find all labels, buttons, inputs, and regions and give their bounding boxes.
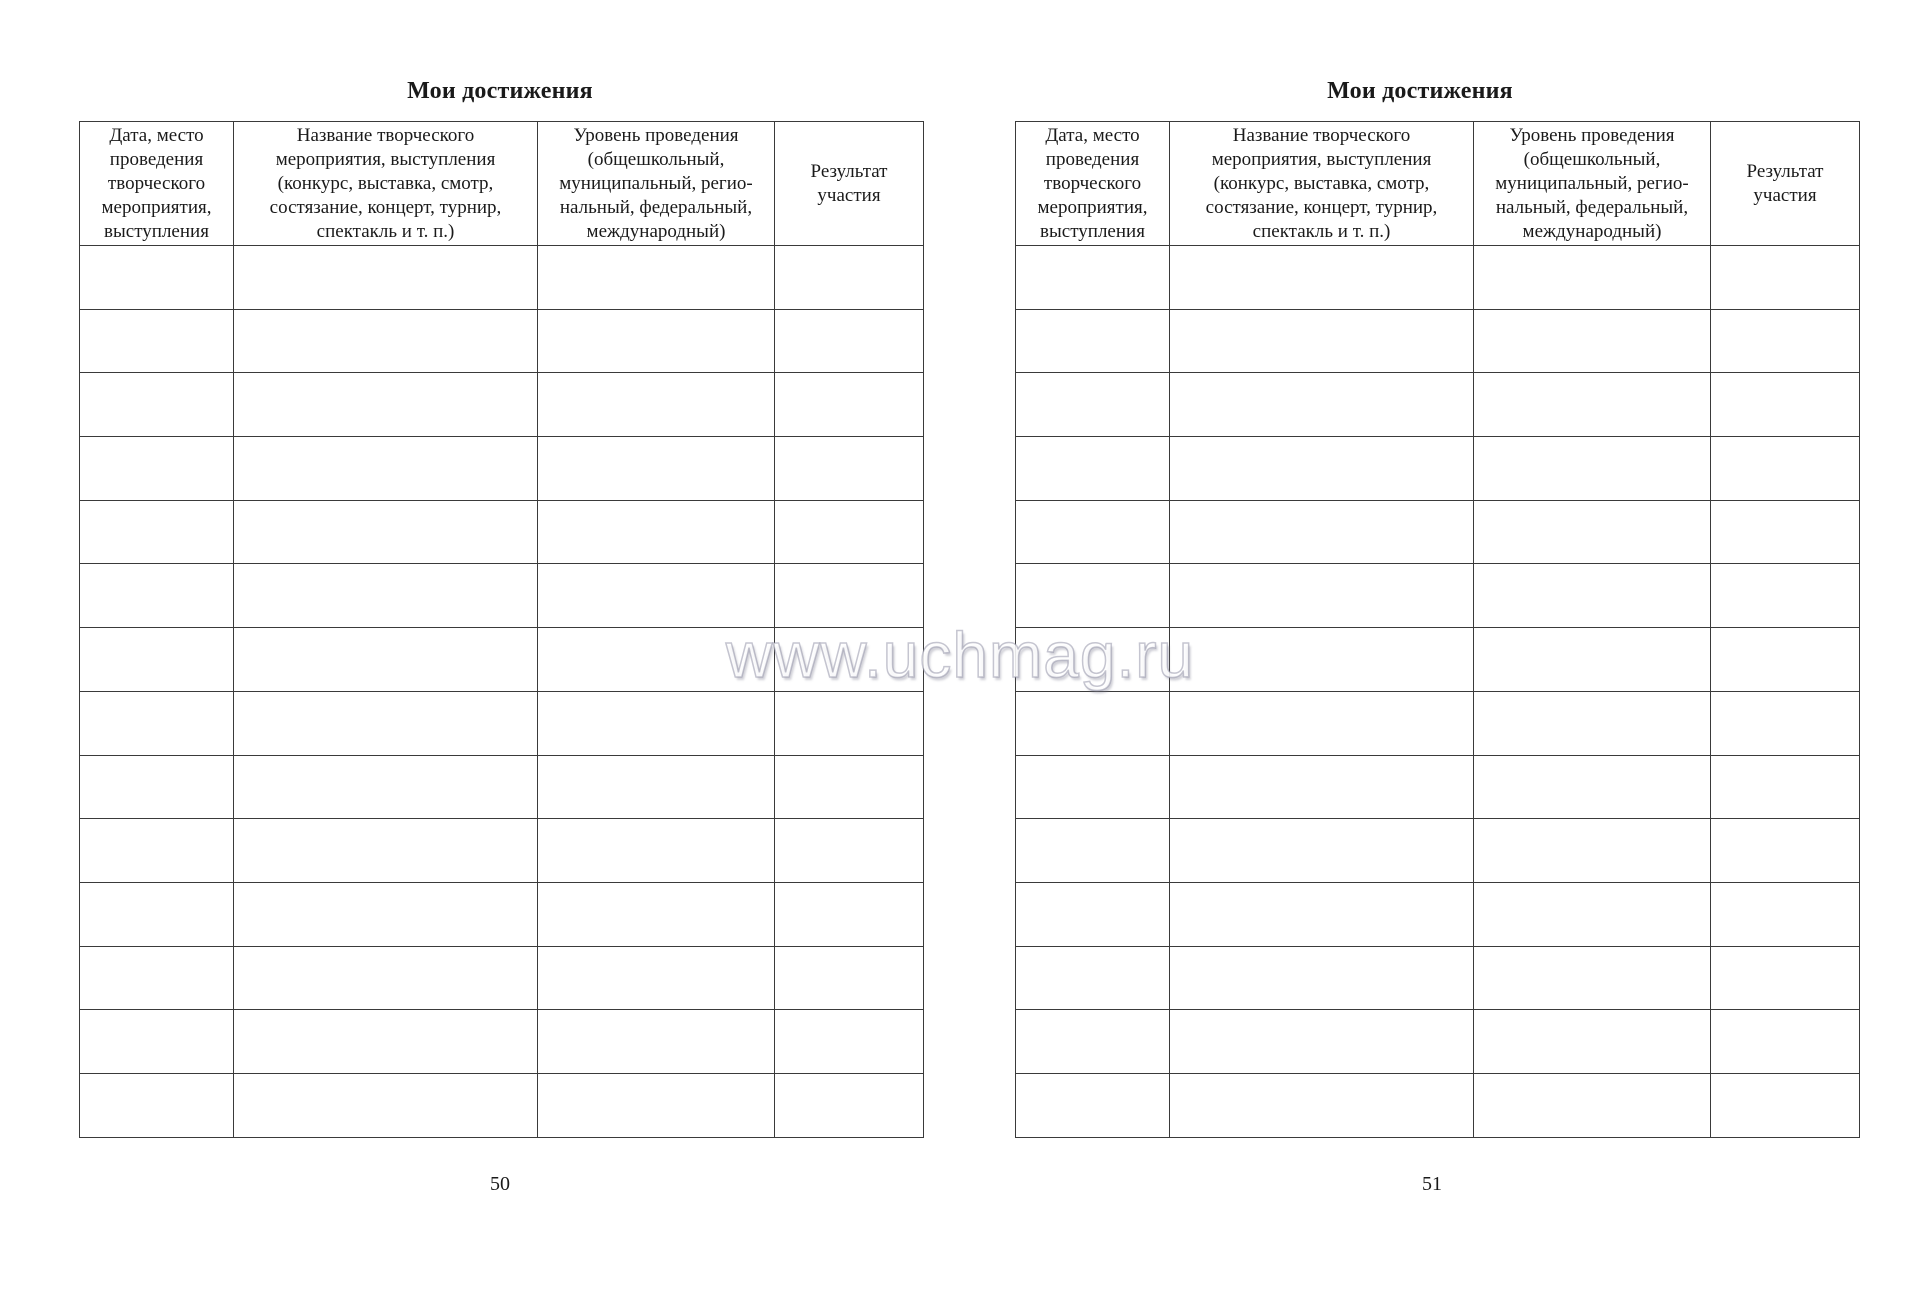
table-cell (1474, 373, 1711, 437)
table-cell (1711, 1073, 1860, 1137)
table-cell (234, 500, 538, 564)
table-cell (1170, 1073, 1474, 1137)
table-cell (1016, 500, 1170, 564)
table-cell (80, 246, 234, 310)
achievements-table-container (1015, 121, 1860, 1138)
table-cell (1016, 628, 1170, 692)
table-header-row (80, 122, 924, 246)
table-cell (234, 691, 538, 755)
table-cell (1016, 246, 1170, 310)
table-cell (1474, 1073, 1711, 1137)
table-row (80, 437, 924, 501)
table-cell (1474, 437, 1711, 501)
table-cell (80, 628, 234, 692)
table-cell (775, 500, 924, 564)
table-cell (1016, 819, 1170, 883)
table-cell (80, 819, 234, 883)
table-cell (1170, 1010, 1474, 1074)
table-cell (1711, 691, 1860, 755)
table-row (1016, 437, 1860, 501)
table-row (80, 691, 924, 755)
table-cell (1170, 437, 1474, 501)
table-cell (1170, 500, 1474, 564)
achievements-table (1015, 121, 1860, 1138)
page-right (960, 0, 1920, 1297)
table-cell (1711, 628, 1860, 692)
header-event-name: Название творческого мероприятия, выступления (конкурс, выставка, смотр, состязание, концерт, турнир, спектакль и т. п.) (1170, 122, 1474, 246)
table-row (80, 1010, 924, 1074)
table-cell (80, 946, 234, 1010)
header-date-place: Дата, место проведения творческого мероприятия, выступления (1016, 122, 1170, 246)
table-cell (1474, 500, 1711, 564)
table-row (1016, 882, 1860, 946)
table-cell (1711, 564, 1860, 628)
table-row (80, 1073, 924, 1137)
table-row (80, 755, 924, 819)
table-cell (1711, 437, 1860, 501)
table-cell (80, 1010, 234, 1074)
table-row (1016, 628, 1860, 692)
table-row (1016, 564, 1860, 628)
table-cell (1016, 691, 1170, 755)
table-cell (80, 755, 234, 819)
table-cell (538, 628, 775, 692)
table-cell (1474, 882, 1711, 946)
table-row (80, 373, 924, 437)
table-cell (775, 628, 924, 692)
table-cell (234, 819, 538, 883)
table-cell (538, 882, 775, 946)
table-cell (775, 755, 924, 819)
table-cell (1711, 246, 1860, 310)
header-level: Уровень проведения (общешкольный, муниципальный, регио- нальный, федеральный, международный) (538, 122, 775, 246)
table-cell (1170, 373, 1474, 437)
table-row (1016, 309, 1860, 373)
table-cell (234, 437, 538, 501)
table-cell (1474, 309, 1711, 373)
table-cell (1170, 882, 1474, 946)
table-cell (1016, 564, 1170, 628)
table-cell (1711, 500, 1860, 564)
table-cell (1170, 309, 1474, 373)
page-number: 51 (1422, 1173, 1442, 1195)
table-row (80, 500, 924, 564)
table-row (80, 309, 924, 373)
table-cell (1474, 946, 1711, 1010)
table-cell (775, 946, 924, 1010)
table-cell (775, 564, 924, 628)
table-cell (1711, 755, 1860, 819)
table-row (1016, 1010, 1860, 1074)
table-cell (1170, 819, 1474, 883)
table-cell (1170, 946, 1474, 1010)
table-cell (538, 819, 775, 883)
table-cell (1170, 246, 1474, 310)
header-level: Уровень проведения (общешкольный, муниципальный, регио- нальный, федеральный, международный) (1474, 122, 1711, 246)
header-date-place: Дата, место проведения творческого мероприятия, выступления (80, 122, 234, 246)
table-cell (775, 437, 924, 501)
header-event-name: Название творческого мероприятия, выступления (конкурс, выставка, смотр, состязание, концерт, турнир, спектакль и т. п.) (234, 122, 538, 246)
table-cell (234, 755, 538, 819)
table-row (1016, 246, 1860, 310)
table-cell (1474, 691, 1711, 755)
table-cell (1170, 691, 1474, 755)
table-cell (1170, 628, 1474, 692)
table-cell (538, 1010, 775, 1074)
table-cell (1711, 309, 1860, 373)
table-cell (775, 246, 924, 310)
table-row (1016, 946, 1860, 1010)
achievements-table-container (79, 121, 924, 1138)
table-cell (1474, 1010, 1711, 1074)
table-cell (538, 1073, 775, 1137)
table-cell (538, 755, 775, 819)
table-cell (234, 1073, 538, 1137)
table-cell (234, 882, 538, 946)
table-cell (80, 309, 234, 373)
table-cell (80, 437, 234, 501)
table-cell (775, 309, 924, 373)
watermark: www.uchmag.ru (725, 619, 1195, 691)
table-cell (1711, 946, 1860, 1010)
table-cell (80, 500, 234, 564)
table-cell (538, 691, 775, 755)
page-title: Мои достижения (407, 78, 593, 104)
table-cell (234, 246, 538, 310)
page-title: Мои достижения (1327, 78, 1513, 104)
page-number: 50 (490, 1173, 510, 1195)
table-cell (1170, 755, 1474, 819)
table-cell (1474, 755, 1711, 819)
table-cell (1170, 564, 1474, 628)
header-result: Результат участия (775, 122, 924, 246)
table-row (1016, 819, 1860, 883)
table-cell (1016, 437, 1170, 501)
table-cell (1016, 309, 1170, 373)
table-row (80, 564, 924, 628)
table-cell (775, 819, 924, 883)
table-cell (775, 373, 924, 437)
table-cell (234, 1010, 538, 1074)
table-row (80, 246, 924, 310)
table-cell (234, 564, 538, 628)
table-row (80, 628, 924, 692)
table-cell (538, 946, 775, 1010)
table-row (1016, 755, 1860, 819)
table-cell (538, 437, 775, 501)
table-cell (1474, 246, 1711, 310)
table-cell (1711, 373, 1860, 437)
table-cell (1016, 946, 1170, 1010)
table-cell (538, 564, 775, 628)
table-cell (80, 882, 234, 946)
table-row (1016, 1073, 1860, 1137)
table-row (1016, 691, 1860, 755)
table-cell (1016, 755, 1170, 819)
table-cell (80, 373, 234, 437)
table-row (80, 882, 924, 946)
table-cell (538, 309, 775, 373)
table-cell (80, 1073, 234, 1137)
table-cell (775, 691, 924, 755)
table-cell (234, 628, 538, 692)
table-row (80, 946, 924, 1010)
table-cell (1016, 1073, 1170, 1137)
table-cell (234, 309, 538, 373)
table-row (1016, 373, 1860, 437)
table-cell (538, 500, 775, 564)
header-result: Результат участия (1711, 122, 1860, 246)
table-row (1016, 500, 1860, 564)
table-cell (538, 246, 775, 310)
table-cell (1711, 882, 1860, 946)
table-cell (1016, 882, 1170, 946)
table-cell (1711, 1010, 1860, 1074)
table-cell (1016, 1010, 1170, 1074)
table-cell (538, 373, 775, 437)
table-cell (1711, 819, 1860, 883)
table-cell (1016, 373, 1170, 437)
table-cell (234, 373, 538, 437)
table-cell (775, 1010, 924, 1074)
table-cell (1474, 564, 1711, 628)
table-cell (80, 564, 234, 628)
table-cell (775, 1073, 924, 1137)
table-row (80, 819, 924, 883)
table-header-row (1016, 122, 1860, 246)
table-cell (775, 882, 924, 946)
table-cell (1474, 819, 1711, 883)
table-cell (234, 946, 538, 1010)
achievements-table (79, 121, 924, 1138)
table-cell (1474, 628, 1711, 692)
table-cell (80, 691, 234, 755)
